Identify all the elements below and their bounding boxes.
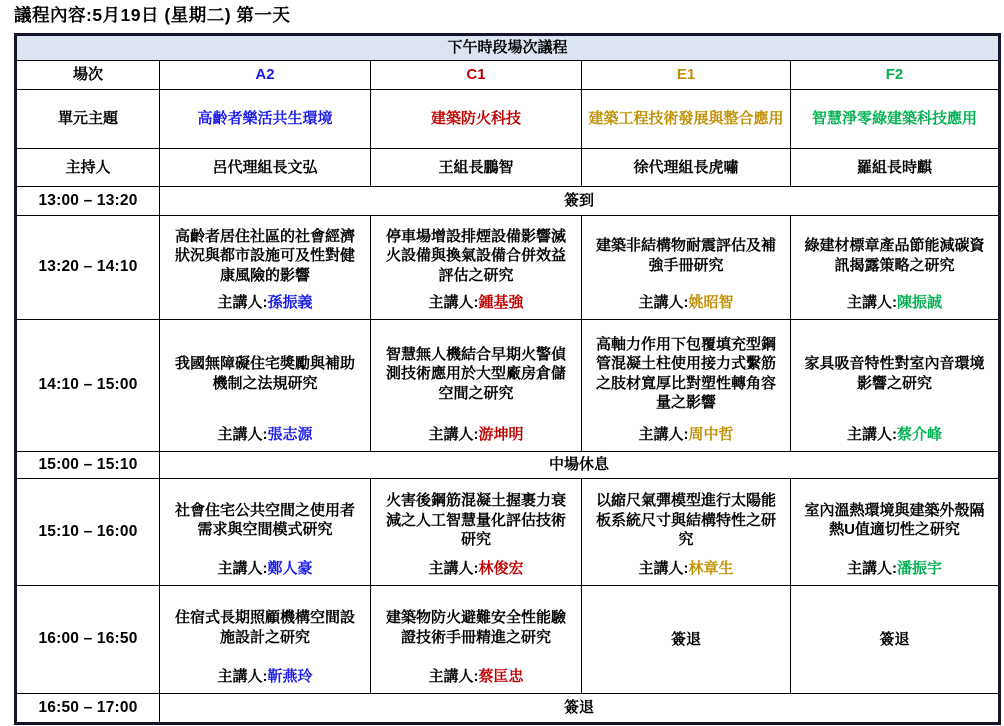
talk-title: 智慧無人機結合早期火警偵測技術應用於大型廠房倉儲空間之研究 [385,345,566,402]
speaker-prefix: 主講人: [217,667,268,685]
talk-title: 住宿式長期照顧機構空間設施設計之研究 [174,609,355,646]
talk-title: 建築非結構物耐震評估及補強手冊研究 [595,237,776,274]
event-cell-sign-out-e1 [582,586,791,694]
speaker-prefix: 主講人: [428,293,479,311]
schedule-table [14,33,1001,725]
moderator-e1: 徐代理組長虎嘯 [582,149,791,187]
talk-title: 我國無障礙住宅獎勵與補助機制之法規研究 [174,355,355,392]
talk-cell-f2 [791,320,1000,452]
speaker-name: 姚昭智 [688,293,734,311]
speaker-name: 張志源 [267,425,313,443]
unit-topic-e1: 建築工程技術發展與整合應用 [582,90,791,149]
event-label: 簽到 [563,192,594,210]
talk-speaker [160,293,370,319]
speaker-name: 林章生 [688,559,734,577]
talk-cell-e1 [582,216,791,320]
talk-speaker [791,425,998,451]
time-cell: 16:00 – 16:50 [16,586,160,694]
speaker-name: 鍾基強 [478,293,524,311]
session-code-e1: E1 [582,61,791,90]
speaker-name: 蔡介峰 [896,425,942,443]
talk-speaker [791,293,998,319]
talk-speaker [582,425,790,451]
table-header-title: 下午時段場次議程 [16,35,1000,61]
event-label: 簽退 [563,699,594,717]
speaker-name: 林俊宏 [478,559,524,577]
talk-speaker [160,425,370,451]
session-code-a2: A2 [160,61,371,90]
slot-row-1320 [16,216,1000,320]
speaker-name: 陳振誠 [896,293,942,311]
moderator-c1: 王組長鵬智 [371,149,582,187]
speaker-prefix: 主講人: [846,425,897,443]
talk-cell-f2 [791,216,1000,320]
unit-topic-a2: 高齡者樂活共生環境 [160,90,371,149]
talk-cell-c1 [371,216,582,320]
speaker-prefix: 主講人: [846,559,897,577]
slot-row-1500 [16,452,1000,479]
talk-title: 高軸力作用下包覆填充型鋼管混凝土柱使用接力式繫筋之肢材寬厚比對塑性轉角容量之影響 [595,335,776,412]
speaker-name: 孫振義 [267,293,313,311]
talk-cell-a2 [160,479,371,586]
speaker-prefix: 主講人: [638,559,689,577]
session-row-label: 場次 [16,61,160,90]
talk-title: 以縮尺氣彈模型進行太陽能板系統尺寸與結構特性之研究 [595,492,776,548]
talk-cell-c1 [371,586,582,694]
speaker-prefix: 主講人: [638,425,689,443]
session-code-f2: F2 [791,61,1000,90]
talk-cell-c1 [371,320,582,452]
speaker-prefix: 主講人: [428,425,479,443]
speaker-name: 靳燕玲 [267,667,313,685]
talk-cell-a2 [160,216,371,320]
speaker-prefix: 主講人: [846,293,897,311]
event-label: 簽退 [670,630,701,648]
time-cell: 13:20 – 14:10 [16,216,160,320]
talk-speaker [371,293,581,319]
time-cell: 14:10 – 15:00 [16,320,160,452]
talk-cell-e1 [582,320,791,452]
speaker-name: 鄭人豪 [267,559,313,577]
talk-title: 停車場增設排煙設備影響滅火設備與換氣設備合併效益評估之研究 [385,227,566,284]
talk-speaker [160,559,370,585]
moderator-row-label: 主持人 [16,149,160,187]
event-label: 簽退 [879,630,910,648]
table-header-row [16,35,1000,61]
slot-row-1600 [16,586,1000,694]
talk-speaker [160,667,370,693]
talk-speaker [371,559,581,585]
talk-cell-a2 [160,320,371,452]
talk-title: 高齡者居住社區的社會經濟狀況與都市設施可及性對健康風險的影響 [174,227,355,284]
talk-speaker [582,293,790,319]
speaker-prefix: 主講人: [217,425,268,443]
slot-row-1410 [16,320,1000,452]
slot-row-1300 [16,187,1000,216]
talk-cell-e1 [582,479,791,586]
time-cell: 15:00 – 15:10 [16,452,160,479]
talk-title: 建築物防火避難安全性能驗證技術手冊精進之研究 [385,609,566,646]
talk-cell-f2 [791,479,1000,586]
moderator-row [16,149,1000,187]
talk-cell-a2 [160,586,371,694]
time-cell: 15:10 – 16:00 [16,479,160,586]
event-label: 中場休息 [548,456,609,474]
speaker-prefix: 主講人: [428,559,479,577]
time-cell: 16:50 – 17:00 [16,694,160,724]
moderator-a2: 呂代理組長文弘 [160,149,371,187]
session-code-row [16,61,1000,90]
speaker-prefix: 主講人: [428,667,479,685]
page-title: 議程內容:5月19日 (星期二) 第一天 [14,5,291,25]
event-cell-sign-out [160,694,1000,724]
talk-cell-c1 [371,479,582,586]
unit-topic-row [16,90,1000,149]
unit-topic-f2: 智慧淨零綠建築科技應用 [791,90,1000,149]
talk-title: 室內溫熱環境與建築外殼隔熱U值適切性之研究 [804,501,985,539]
speaker-name: 蔡匡忠 [478,667,524,685]
speaker-name: 潘振宇 [896,559,942,577]
talk-title: 火害後鋼筋混凝土握裹力衰減之人工智慧量化評估技術研究 [385,492,566,548]
event-cell-sign-out-f2 [791,586,1000,694]
unit-topic-c1: 建築防火科技 [371,90,582,149]
talk-title: 社會住宅公共空間之使用者需求與空間模式研究 [174,501,355,539]
event-cell-sign-in [160,187,1000,216]
speaker-prefix: 主講人: [217,559,268,577]
talk-title: 家具吸音特性對室內音環境影響之研究 [804,355,985,392]
talk-title: 綠建材標章產品節能減碳資訊揭露策略之研究 [804,237,985,274]
event-cell-break [160,452,1000,479]
slot-row-1650 [16,694,1000,724]
time-cell: 13:00 – 13:20 [16,187,160,216]
speaker-name: 周中哲 [688,425,734,443]
talk-speaker [371,667,581,693]
talk-speaker [582,559,790,585]
talk-speaker [791,559,998,585]
slot-row-1510 [16,479,1000,586]
session-code-c1: C1 [371,61,582,90]
speaker-prefix: 主講人: [638,293,689,311]
topic-row-label: 單元主題 [16,90,160,149]
talk-speaker [371,425,581,451]
speaker-name: 游坤明 [478,425,524,443]
speaker-prefix: 主講人: [217,293,268,311]
moderator-f2: 羅組長時麒 [791,149,1000,187]
